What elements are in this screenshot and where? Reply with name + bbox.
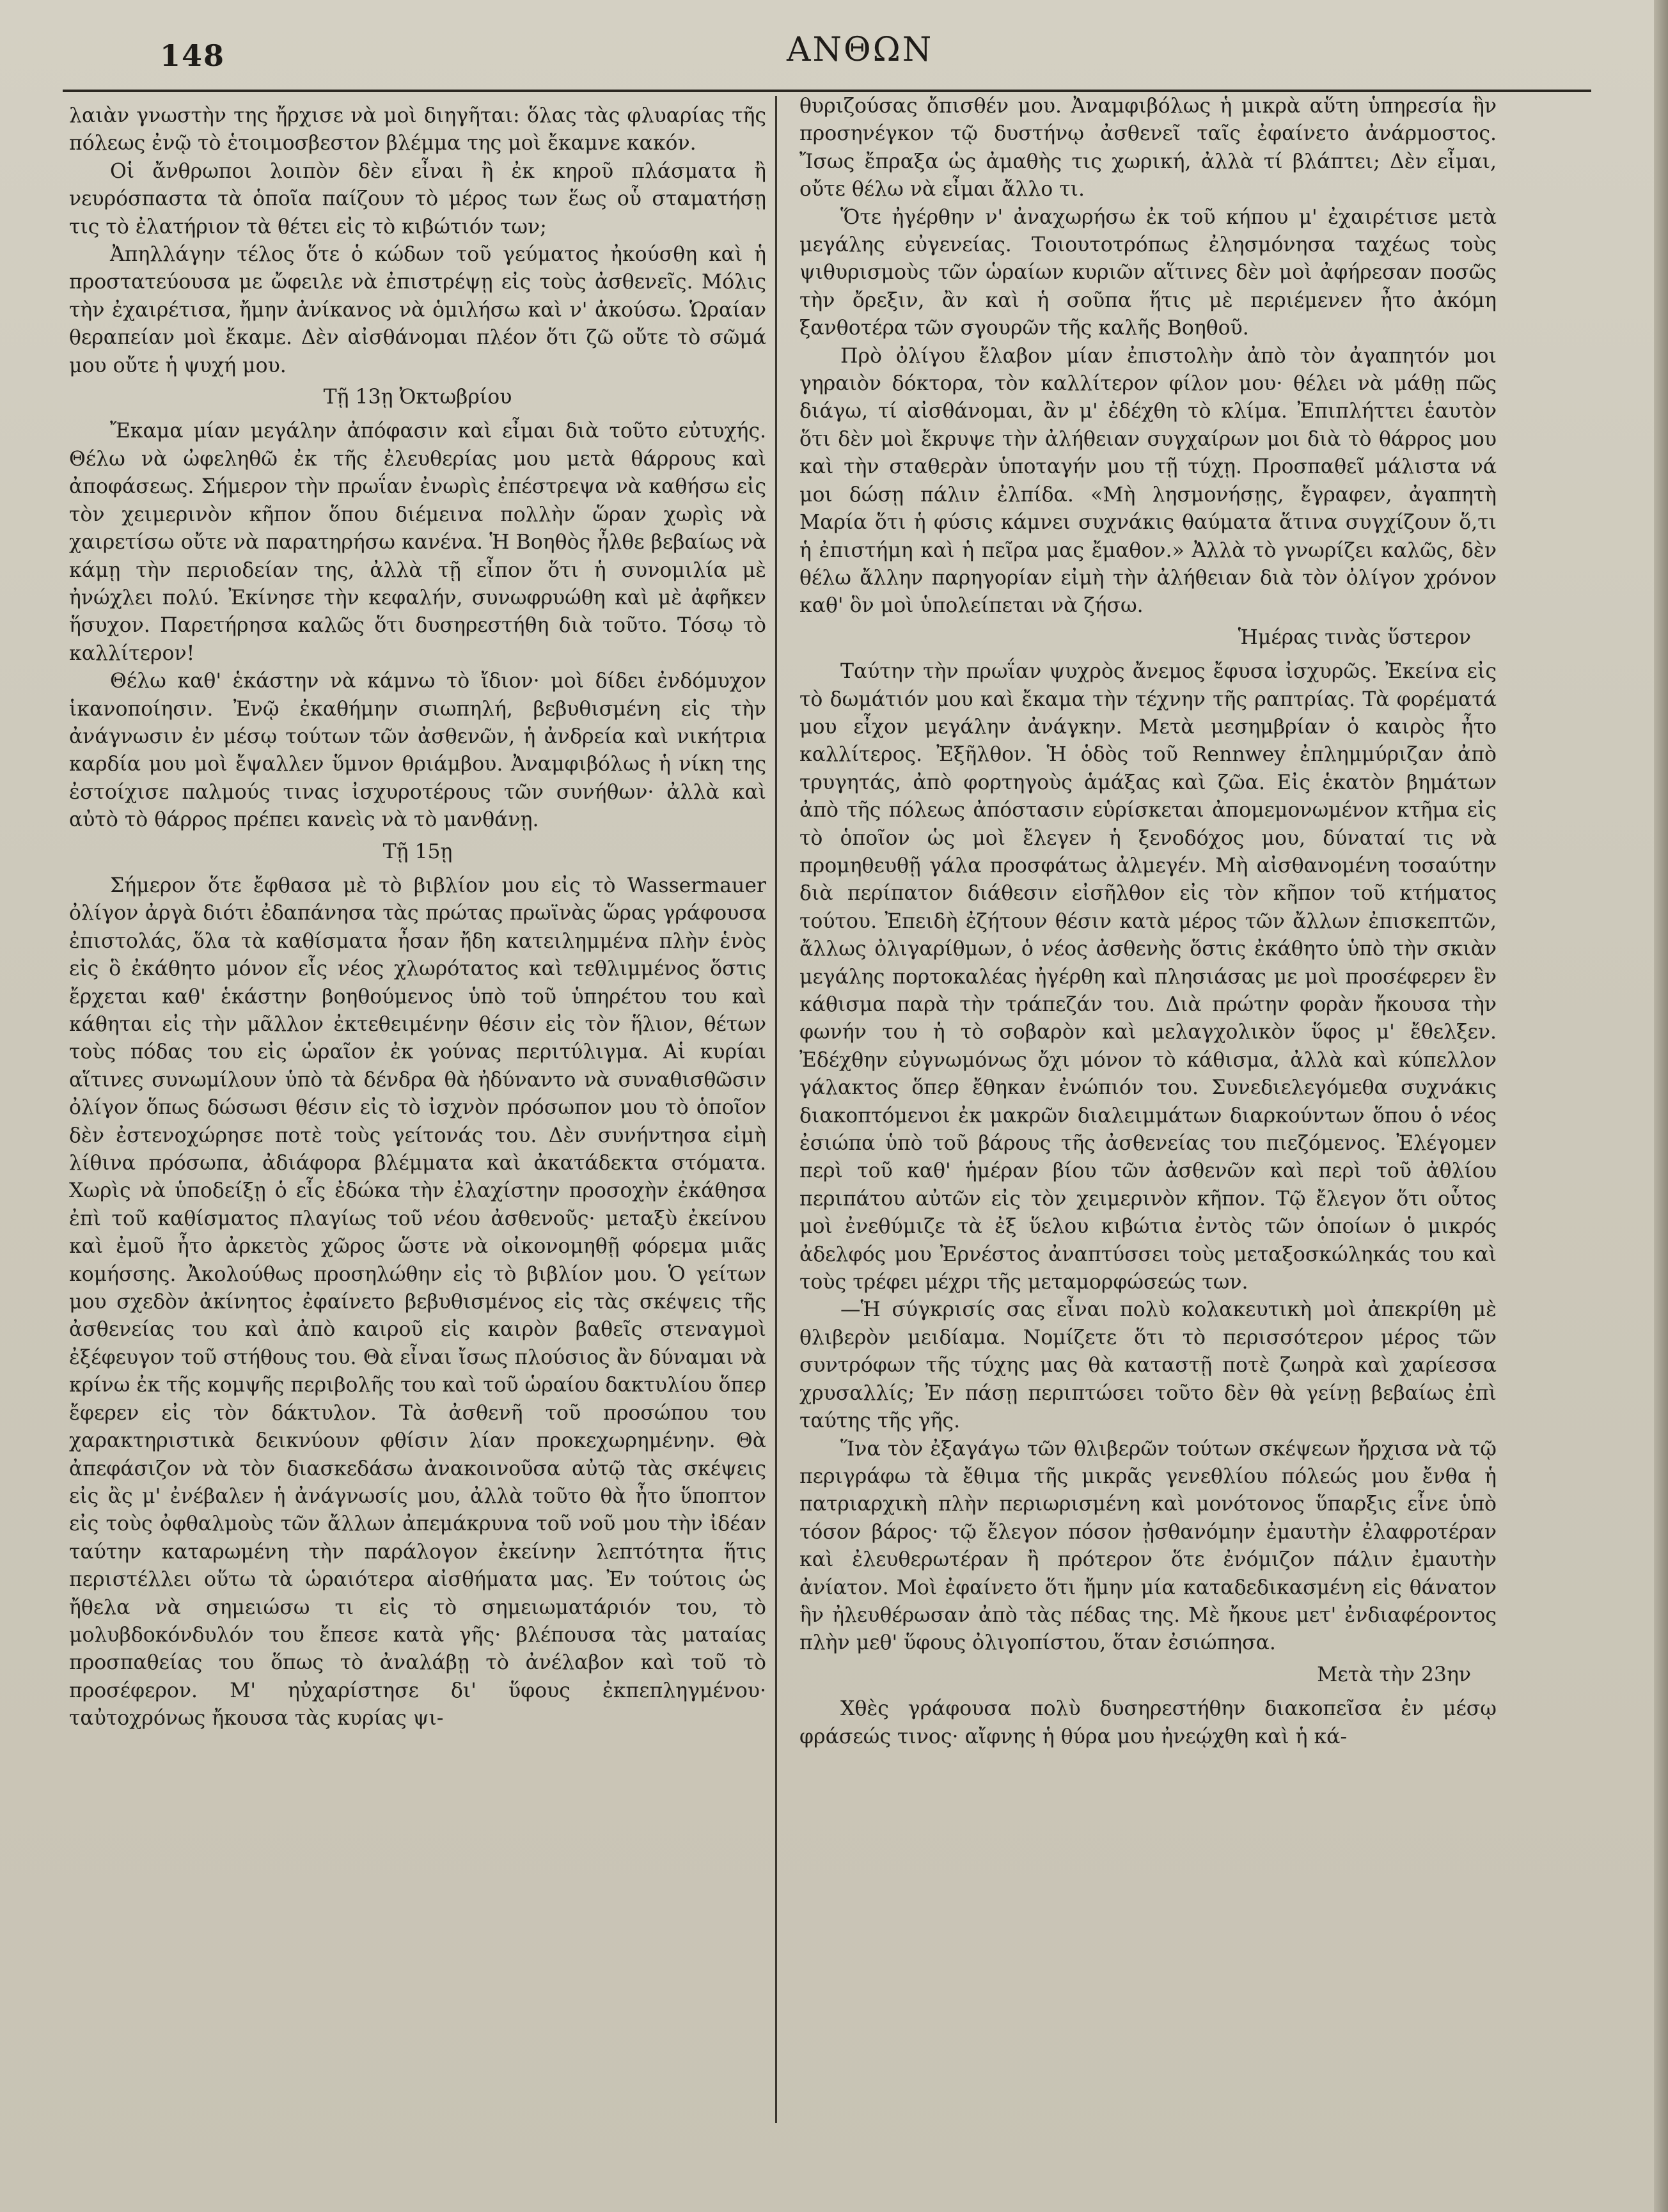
right-paragraph-2: Ὅτε ἠγέρθην ν' ἀναχωρήσω ἐκ τοῦ κήπου μ' ἐχαιρέτισε μετὰ μεγάλης εὐγενείας. Τοιουτοτρόπως ἐλησμόνησα ταχέως τοὺς ψιθυρισμοὺς τῶν ὡραίων κυριῶν αἵτινες δὲν μοὶ ἀφήρεσαν ποσῶς τὴν ὄρεξιν, ἂν καὶ ἡ σοῦπα ἥτις μὲ περιέμενεν ἦτο ἀκόμη ξανθοτέρα τῶν σγουρῶν τῆς καλῆς Βοηθοῦ. [799,205,1497,340]
left-paragraph-3: Ἀπηλλάγην τέλος ὅτε ὁ κώδων τοῦ γεύματος ἠκούσθη καὶ ἡ προστατεύουσα με ὤφειλε νὰ ἐπιστρέψῃ εἰς τοὺς ἀσθενεῖς. Μόλις τὴν ἐχαιρέτισα, ἤμην ἀνίκανος νὰ ὁμιλήσω καὶ ν' ἀκούσω. Ὡραίαν θεραπείαν μοὶ ἔκαμε. Δὲν αἰσθάνομαι πλέον ὅτι ζῶ οὔτε τὸ σῶμά μου οὔτε ἡ ψυχή μου. [69,243,766,377]
right-date-heading-1: Ἡμέρας τινὰς ὕστερον [1238,625,1471,649]
right-column [799,93,1497,1751]
page-edge [1654,0,1668,2212]
left-paragraph-5: Θέλω καθ' ἑκάστην νὰ κάμνω τὸ ἴδιον· μοὶ δίδει ἐνδόμυχον ἱκανοποίησιν. Ἐνῷ ἐκαθήμην σιωπηλή, βεβυθισμένη εἰς τὴν ἀνάγνωσιν ἐν μέσῳ τούτων τῶν ἀσθενῶν, ἡ ἀνδρεία καὶ νικήτρια καρδία μου μοὶ ἔψαλλεν ὕμνον θριάμβου. Ἀναμφιβόλως ἡ νίκη της ἐστοίχισε παλμούς τινας ἰσχυροτέρους τῶν συνήθων· ἀλλὰ καὶ αὐτὸ τὸ θάρρος πρέπει κανεὶς νὰ τὸ μανθάνῃ. [69,670,766,832]
left-paragraph-2: Οἱ ἄνθρωποι λοιπὸν δὲν εἶναι ἢ ἐκ κηροῦ πλάσματα ἢ νευρόσπαστα τὰ ὁποῖα παίζουν τὸ μέρος των ἕως οὗ σταματήσῃ τις τὸ ἐλατήριον τὰ θέτει εἰς τὸ κιβώτιόν των; [69,159,766,239]
right-paragraph-1: θυριζούσας ὄπισθέν μου. Ἀναμφιβόλως ἡ μικρὰ αὕτη ὑπηρεσία ἣν προσηνέγκον τῷ δυστήνῳ ἀσθενεῖ ταῖς ἐφαίνετο ἀνάρμοστος. Ἴσως ἔπραξα ὡς ἀμαθὴς τις χωρική, ἀλλὰ τί βλάπτει; Δὲν εἶμαι, οὔτε θέλω νὰ εἶμαι ἄλλο τι. [799,95,1497,201]
right-date-heading-2: Μετὰ τὴν 23ην [1317,1663,1471,1686]
left-column [69,102,766,1733]
header-rule [63,90,1591,92]
page-number: 148 [160,38,226,73]
left-date-heading-1: Τῇ 13ῃ Ὀκτωβρίου [323,386,512,409]
running-head: ΑΝΘΩΝ [787,31,934,69]
right-paragraph-5: —Ἡ σύγκρισίς σας εἶναι πολὺ κολακευτικὴ μοὶ ἀπεκρίθη μὲ θλιβερὸν μειδίαμα. Νομίζετε ὅτι τὸ περισσότερον μέρος τῶν συντρόφων τῆς τύχης μας θὰ καταστῇ ποτὲ ζωηρὰ καὶ χαρίεσσα χρυσαλλίς; Ἐν πάσῃ περιπτώσει τοῦτο δὲν θὰ γείνῃ βεβαίως ἐπὶ ταύτης τῆς γῆς. [799,1298,1497,1433]
right-paragraph-6: Ἵνα τὸν ἐξαγάγω τῶν θλιβερῶν τούτων σκέψεων ἤρχισα νὰ τῷ περιγράφω τὰ ἔθιμα τῆς μικρᾶς γενεθλίου πόλεώς μου ἔνθα ἡ πατριαρχικὴ πλὴν περιωρισμένη καὶ μονότονος ὕπαρξις εἶνε ὑπὸ τόσον βάρος· τῷ ἔλεγον πόσον ᾐσθανόμην ἐμαυτὴν ἐλαφροτέραν καὶ ἐλευθερωτέραν ἢ πρότερον ὅτε ἐνόμιζον πάλιν ἐμαυτὴν ἀνίατον. Μοὶ ἐφαίνετο ὅτι ἤμην μία καταδεδικασμένη εἰς θάνατον ἣν ἠλευθέρωσαν ἀπὸ τὰς πέδας της. Μὲ ἤκουε μετ' ἐνδιαφέροντος πλὴν μεθ' ὕφους ὀλιγοπίστου, ὅταν ἐσιώπησα. [799,1437,1497,1655]
right-paragraph-4: Ταύτην τὴν πρωΐαν ψυχρὸς ἄνεμος ἔφυσα ἰσχυρῶς. Ἐκείνα εἰς τὸ δωμάτιόν μου καὶ ἔκαμα τὴν τέχνην τῆς ραπτρίας. Τὰ φορέματά μου εἶχον μεγάλην ἀνάγκην. Μετὰ μεσημβρίαν ὁ καιρὸς ἦτο καλλίτερος. Ἐξῆλθον. Ἡ ὁδὸς τοῦ Rennwey ἐπλημμύριζαν ἀπὸ τρυγητάς, ἀπὸ φορτηγοὺς ἁμάξας καὶ ζῶα. Εἰς ἑκατὸν βημάτων ἀπὸ τῆς πόλεως ἀπόστασιν εὑρίσκεται ἀπομεμονωμένον κτῆμα εἰς τὸ ὁποῖον ὡς μοὶ ἔλεγεν ἡ ξενοδόχος μου, δύναταί τις νὰ προμηθευθῇ γάλα προσφάτως ἀλμεγέν. Μὴ αἰσθανομένη τοσαύτην διὰ περίπατον διάθεσιν εἰσῆλθον εἰς τὸν κῆπον τοῦ κτήματος τούτου. Ἐπειδὴ ἐζήτουν θέσιν κατὰ μέρος τῶν ἄλλων ἐπισκεπτῶν, ἄλλως ὀλιγαρίθμων, ὁ νέος ἀσθενὴς ὅστις ἐκάθητο ὑπὸ τὴν σκιὰν μεγάλης πορτοκαλέας ἠγέρθη καὶ πλησιάσας με μοὶ προσέφερεν ἓν κάθισμα παρὰ τὴν τράπεζάν του. Διὰ πρώτην φορὰν ἤκουσα τὴν φωνήν του ἡ τὸ σοβαρὸν καὶ μελαγχολικὸν ὕφος μ' ἔθελξεν. Ἐδέχθην εὐγνωμόνως ὄχι μόνον τὸ κάθισμα, ἀλλὰ καὶ κύπελλον γάλακτος ὅπερ ἔθηκαν ἐνώπιόν του. Συνεδιελεγόμεθα συχνάκις διακοπτόμενοι ἐκ μακρῶν διαλειμμάτων διαρκούντων ὅπου ὁ νέος ἐσιώπα ὑπὸ τοῦ βάρους τῆς ἀσθενείας του πιεζόμενος. Ἐλέγομεν περὶ τοῦ καθ' ἡμέραν βίου τῶν ἀσθενῶν καὶ περὶ τοῦ ἀθλίου περιπάτου αὐτῶν εἰς τὸν χειμερινὸν κῆπον. Τῷ ἔλεγον ὅτι οὗτος μοὶ ἐνεθύμιζε τὰ ἐξ ὕελου κιβώτια ἐντὸς τῶν ὁποίων ὁ μικρός ἀδελφός μου Ἐρνέστος ἀναπτύσσει τοὺς μεταξοσκώληκάς του καὶ τοὺς τρέφει μέχρι τῆς μεταμορφώσεώς των. [799,660,1497,1294]
column-divider [775,96,777,2123]
left-paragraph-1: λαιὰν γνωστὴν της ἤρχισε νὰ μοὶ διηγῆται: ὅλας τὰς φλυαρίας τῆς πόλεως ἐνῷ τὸ ἑτοιμοσβεστον βλέμμα της μοὶ ἔκαμνε κακόν. [69,104,766,155]
right-paragraph-3: Πρὸ ὀλίγου ἔλαβον μίαν ἐπιστολὴν ἀπὸ τὸν ἀγαπητόν μοι γηραιὸν δόκτορα, τὸν καλλίτερον φίλον μου· θέλει νὰ μάθῃ πῶς διάγω, τί αἰσθάνομαι, ἂν μ' ἐδέχθη τὸ κλίμα. Ἐπιπλήττει ἑαυτὸν ὅτι δὲν μοὶ ἔκρυψε τὴν ἀλήθειαν συγχαίρων μοι διὰ τὸ θάρρος μου καὶ τὴν σταθερὰν ὑποταγήν μου τῇ τύχῃ. Προσπαθεῖ μάλιστα νά μοι δώσῃ πάλιν ἐλπίδα. «Μὴ λησμονήσῃς, ἔγραφεν, ἀγαπητὴ Μαρία ὅτι ἡ φύσις κάμνει συχνάκις θαύματα ἅτινα συγχίζουν ὅ,τι ἡ ἐπιστήμη καὶ ἡ πεῖρα μας ἔμαθον.» Ἀλλὰ τὸ γνωρίζει καλῶς, δὲν θέλω ἄλλην παρηγορίαν εἰμὴ τὴν ἀλήθειαν διὰ τὸν ὀλίγον χρόνον καθ' ὃν μοὶ ὑπολείπεται νὰ ζήσω. [799,344,1497,618]
right-paragraph-7: Χθὲς γράφουσα πολὺ δυσηρεστήθην διακοπεῖσα ἐν μέσῳ φράσεώς τινος· αἴφνης ἡ θύρα μου ἠνεῴχθη καὶ ἡ κά- [799,1697,1497,1748]
left-date-heading-2: Τῇ 15ῃ [382,840,453,863]
left-paragraph-4: Ἔκαμα μίαν μεγάλην ἀπόφασιν καὶ εἶμαι διὰ τοῦτο εὐτυχής. Θέλω νὰ ὠφεληθῶ ἐκ τῆς ἐλευθερίας μου μετὰ θάρρους καὶ ἀποφάσεως. Σήμερον τὴν πρωΐαν ἐνωρὶς ἐπέστρεψα νὰ καθήσω εἰς τὸν χειμερινὸν κῆπον ὅπου διέμεινα πολλὴν ὥραν χωρὶς νὰ χαιρετίσω οὔτε νὰ παρατηρήσω κανένα. Ἡ Βοηθὸς ἦλθε βεβαίως νὰ κάμῃ τὴν περιοδείαν της, ἀλλὰ τῇ εἶπον ὅτι ἡ συνομιλία μὲ ἠνώχλει πολύ. Ἐκίνησε τὴν κεφαλήν, συνωφρυώθη καὶ μὲ ἀφῆκεν ἥσυχον. Παρετήρησα καλῶς ὅτι δυσηρεστήθη διὰ τοῦτο. Τόσῳ τὸ καλλίτερον! [69,420,766,665]
left-paragraph-6: Σήμερον ὅτε ἔφθασα μὲ τὸ βιβλίον μου εἰς τὸ Wassermauer ὀλίγον ἀργὰ διότι ἐδαπάνησα τὰς πρώτας πρωϊνὰς ὥρας γράφουσα ἐπιστολάς, ὅλα τὰ καθίσματα ἦσαν ἤδη κατειλημμένα πλὴν ἑνὸς εἰς ὃ ἐκάθητο μόνον εἷς νέος χλωρότατος καὶ τεθλιμμένος ὅστις ἔρχεται καθ' ἑκάστην βοηθούμενος ὑπὸ τοῦ ὑπηρέτου του καὶ κάθηται εἰς τὴν μᾶλλον ἐκτεθειμένην θέσιν εἰς τὸν ἥλιον, θέτων τοὺς πόδας του εἰς ὡραῖον ἐκ γούνας περιτύλιγμα. Αἱ κυρίαι αἵτινες συνωμίλουν ὑπὸ τὰ δένδρα θὰ ἠδύναντο νὰ συναθισθῶσιν ὀλίγον ὅπως δώσωσι θέσιν εἰς τὸ ἰσχνὸν πρόσωπον μου τὸ ὁποῖον δὲν ἐστενοχώρησε ποτὲ τοὺς γείτονάς του. Δὲν συνήντησα εἰμὴ λίθινα πρόσωπα, ἀδιάφορα βλέμματα καὶ ἀκατάδεκτα στόματα. Χωρὶς νὰ ὑποδείξῃ ὁ εἷς ἐδώκα τὴν ἐλαχίστην προσοχὴν ἐκάθησα ἐπὶ τοῦ καθίσματος πλαγίως τοῦ νέου ἀσθενοῦς· μεταξὺ ἐκείνου καὶ ἐμοῦ ἦτο ἀρκετὸς χῶρος ὥστε νὰ οἰκονομηθῇ φόρεμα μιᾶς κομήσσης. Ἀκολούθως προσηλώθην εἰς τὸ βιβλίον μου. Ὁ γείτων μου σχεδὸν ἀκίνητος ἐφαίνετο βεβυθισμένος εἰς τὰς σκέψεις τῆς ἀσθενείας του καὶ ἀπὸ καιροῦ εἰς καιρὸν βαθεῖς στεναγμοὶ ἐξέφευγον τοῦ στήθους του. Θὰ εἶναι ἴσως πλούσιος ἂν δύναμαι νὰ κρίνω ἐκ τῆς κομψῆς περιβολῆς του καὶ τοῦ ὡραίου δακτυλίου ὅπερ ἔφερεν εἰς τὸν δάκτυλον. Τὰ ἀσθενῆ τοῦ προσώπου του χαρακτηριστικὰ δεικνύουν φθίσιν λίαν προκεχωρημένην. Θὰ ἀπεφάσιζον νὰ τὸν διασκεδάσω ἀνακοινοῦσα αὐτῷ τὰς σκέψεις εἰς ἂς μ' ἐνέβαλεν ἡ ἀνάγνωσίς μου, ἀλλὰ τοῦτο θὰ ἦτο ὕποπτον εἰς τοὺς ὀφθαλμοὺς τῶν ἄλλων ἀπεμάκρυνα τοῦ νοῦ μου τὴν ἰδέαν ταύτην καταρωμένη τὴν παράλογον ἐκείνην λεπτότητα ἥτις περιστέλλει οὕτω τὰ ὡραιότερα αἰσθήματα μας. Ἐν τούτοις ὡς ἤθελα νὰ σημειώσω τι εἰς τὸ σημειωματάριόν του, τὸ μολυβδοκόνδυλόν του ἔπεσε κατὰ γῆς· βλέπουσα τὰς ματαίας προσπαθείας του ὅπως τὸ ἀναλάβῃ τὸ ἀνέλαβον καὶ τοῦ τὸ προσέφερον. Μ' ηὐχαρίστησε δι' ὕφους ἐκπεπληγμένου· ταὐτοχρόνως ἤκουσα τὰς κυρίας ψι- [69,874,766,1730]
